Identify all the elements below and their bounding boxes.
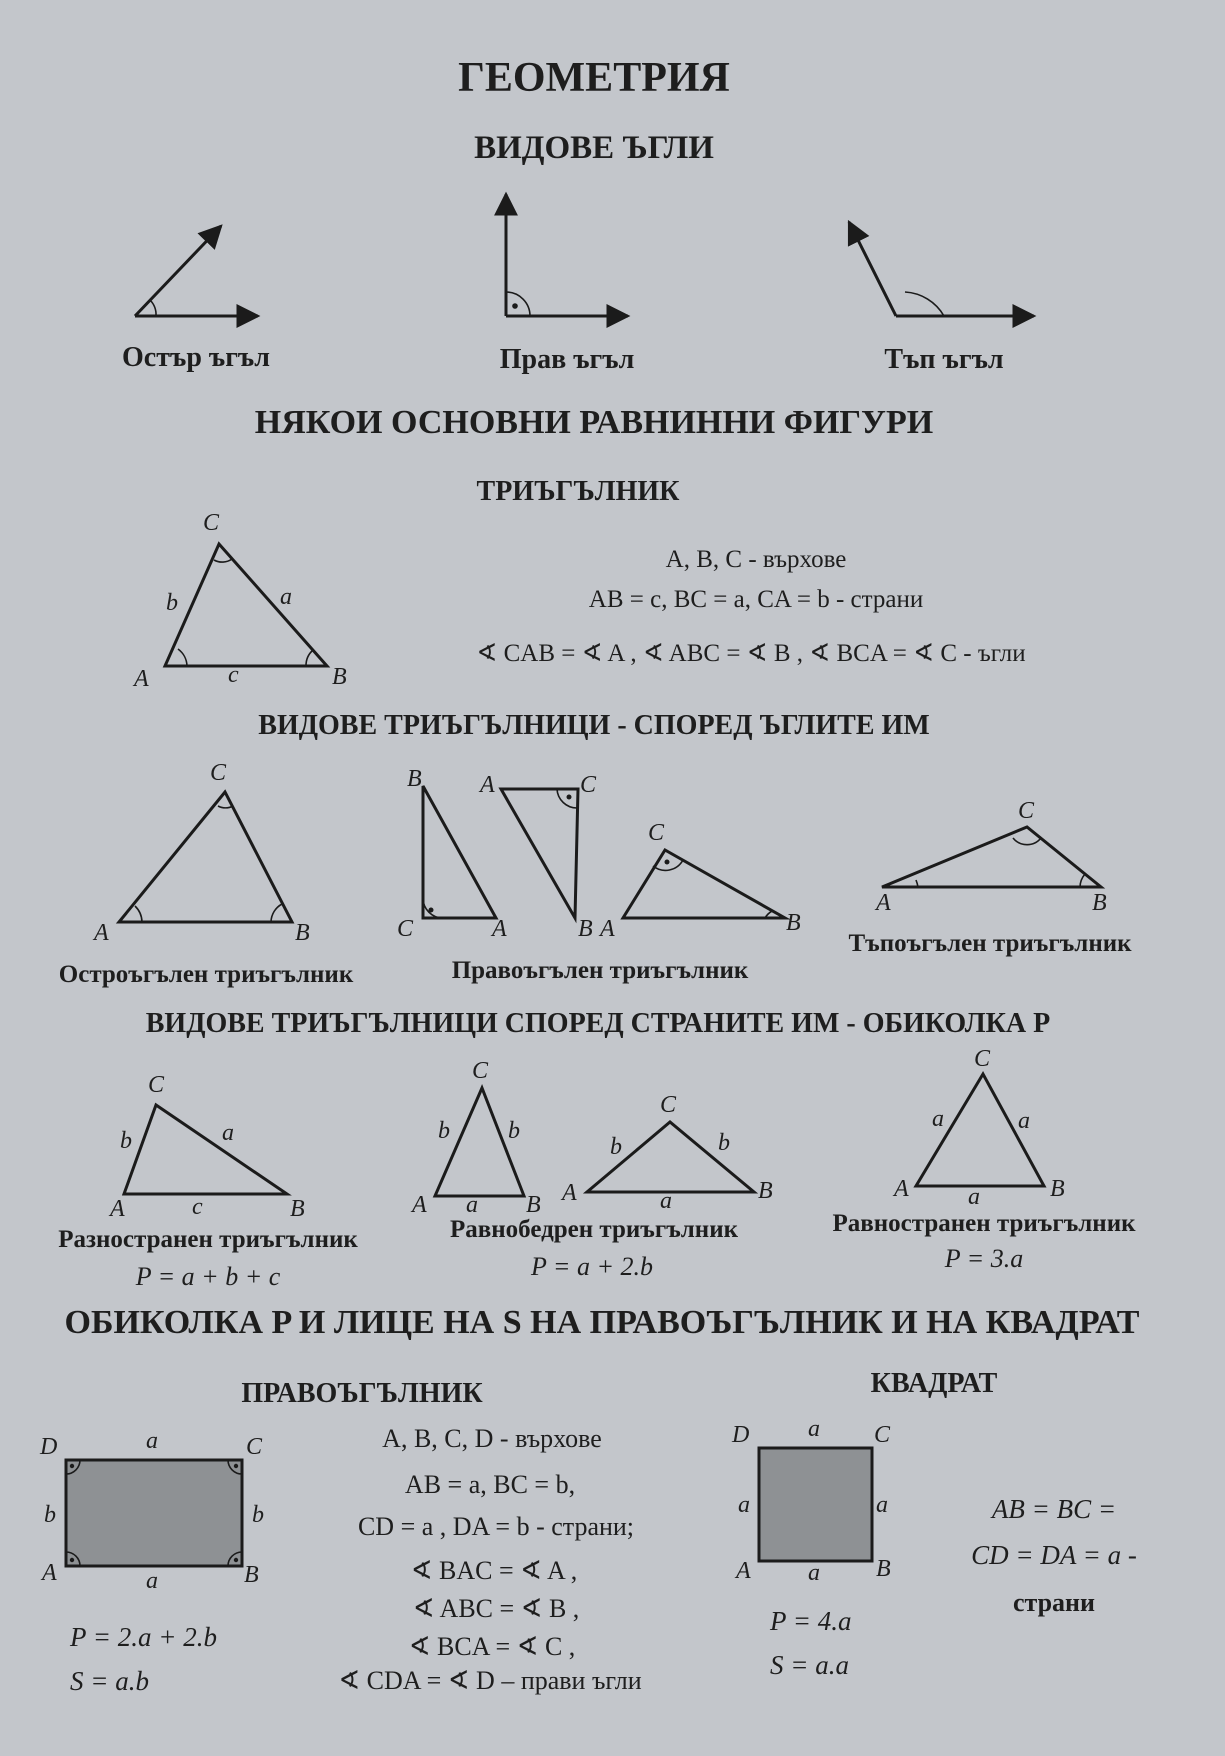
- square-perimeter: P = 4.a: [770, 1606, 852, 1636]
- figures-heading: НЯКОИ ОСНОВНИ РАВНИННИ ФИГУРИ: [254, 404, 934, 441]
- rt1-vertex-c: C: [397, 916, 414, 942]
- obtuse-vertex-c: C: [1018, 798, 1035, 824]
- triangle-sides-text: AB = c, BC = a, CA = b - страни: [588, 586, 924, 613]
- vertex-b-label: B: [332, 664, 347, 690]
- obtuse-vertex-b: B: [1092, 890, 1107, 916]
- vertex-c-label: C: [203, 510, 220, 536]
- rect-vertex-a: A: [42, 1560, 57, 1586]
- square-area: S = a.a: [770, 1650, 849, 1680]
- iso2-side-b-left: b: [610, 1134, 622, 1160]
- iso2-vertex-a: A: [562, 1180, 577, 1206]
- rect-line-6: ∢ BCA = ∢ C ,: [408, 1632, 576, 1661]
- square-vertex-a: A: [736, 1558, 751, 1584]
- square-side-a-left: a: [738, 1492, 750, 1518]
- scalene-side-b: b: [120, 1128, 132, 1154]
- square-icon: [759, 1448, 872, 1561]
- square-heading: КВАДРАТ: [870, 1368, 998, 1399]
- square-side-a-bottom: a: [808, 1560, 820, 1586]
- iso1-vertex-b: B: [526, 1192, 541, 1218]
- rt2-vertex-c: C: [580, 772, 597, 798]
- page-title: ГЕОМЕТРИЯ: [458, 55, 730, 101]
- rt3-vertex-b: B: [786, 910, 801, 936]
- isosceles-formula: P = a + 2.b: [530, 1252, 654, 1281]
- right-angle-label: Прав ъгъл: [499, 344, 635, 375]
- scalene-vertex-a: A: [110, 1196, 125, 1222]
- square-vertex-c: C: [874, 1422, 891, 1448]
- acute-vertex-b: B: [295, 920, 310, 946]
- equi-vertex-b: B: [1050, 1176, 1065, 1202]
- rect-line-5: ∢ ABC = ∢ B ,: [412, 1594, 580, 1623]
- iso2-side-b-right: b: [718, 1130, 730, 1156]
- rectangle-heading: ПРАВОЪГЪЛНИК: [241, 1378, 483, 1409]
- rect-vertex-c: C: [246, 1434, 263, 1460]
- square-side-a-right: a: [876, 1492, 888, 1518]
- rt2-vertex-a: A: [480, 772, 495, 798]
- area-heading: ОБИКОЛКА P И ЛИЦЕ НА S НА ПРАВОЪГЪЛНИК И НА КВАДРАТ: [64, 1304, 1140, 1341]
- rect-side-b-left: b: [44, 1502, 56, 1528]
- equilateral-label: Равностранен триъгълник: [832, 1210, 1136, 1237]
- isosceles-label: Равнобедрен триъгълник: [449, 1216, 739, 1243]
- by-angles-heading: ВИДОВЕ ТРИЪГЪЛНИЦИ - СПОРЕД ЪГЛИТЕ ИМ: [258, 710, 930, 741]
- rect-line-4: ∢ BAC = ∢ A ,: [410, 1556, 578, 1585]
- equi-vertex-a: A: [894, 1176, 909, 1202]
- square-vertex-d: D: [732, 1422, 750, 1448]
- equi-side-a-left: a: [932, 1106, 944, 1132]
- iso2-side-a: a: [660, 1188, 672, 1214]
- rect-vertex-d: D: [40, 1434, 58, 1460]
- scalene-side-c: c: [192, 1194, 203, 1220]
- rt3-vertex-a: A: [600, 916, 615, 942]
- obtuse-vertex-a: A: [876, 890, 891, 916]
- right-triangle-label: Правоъгълен триъгълник: [451, 957, 749, 984]
- rect-side-a-top: a: [146, 1428, 158, 1454]
- triangle-angles-text: ∢ CAB = ∢ A , ∢ ABC = ∢ B , ∢ BCA = ∢ C - ъгли: [476, 640, 1026, 667]
- rect-side-a-bottom: a: [146, 1568, 158, 1594]
- side-b-label: b: [166, 590, 178, 616]
- angles-heading: ВИДОВЕ ЪГЛИ: [474, 130, 714, 166]
- vertex-a-label: A: [134, 666, 149, 692]
- iso1-vertex-c: C: [472, 1058, 489, 1084]
- rt1-vertex-a: A: [492, 916, 507, 942]
- scalene-vertex-b: B: [290, 1196, 305, 1222]
- rect-line-1: A, B, C, D - върхове: [382, 1424, 602, 1453]
- side-a-label: a: [280, 584, 292, 610]
- scalene-side-a: a: [222, 1120, 234, 1146]
- iso1-vertex-a: A: [412, 1192, 427, 1218]
- equi-side-a-right: a: [1018, 1108, 1030, 1134]
- square-line-2: CD = DA = a -: [971, 1540, 1137, 1570]
- rect-line-2: AB = a, BC = b,: [404, 1470, 576, 1499]
- triangle-vertices-text: A, B, C - върхове: [665, 546, 847, 573]
- obtuse-angle-label: Тъп ъгъл: [884, 344, 1004, 375]
- rect-area: S = a.b: [70, 1666, 149, 1696]
- rect-line-7: ∢ CDA = ∢ D – прави ъгли: [338, 1666, 642, 1695]
- acute-vertex-a: A: [94, 920, 109, 946]
- iso2-vertex-c: C: [660, 1092, 677, 1118]
- triangle-heading: ТРИЪГЪЛНИК: [476, 476, 680, 507]
- side-c-label: c: [228, 662, 239, 688]
- by-sides-heading: ВИДОВЕ ТРИЪГЪЛНИЦИ СПОРЕД СТРАНИТЕ ИМ - ОБИКОЛКА P: [145, 1008, 1051, 1039]
- square-vertex-b: B: [876, 1556, 891, 1582]
- rect-side-b-right: b: [252, 1502, 264, 1528]
- equi-side-a-bottom: a: [968, 1184, 980, 1210]
- iso2-vertex-b: B: [758, 1178, 773, 1204]
- square-line-3: страни: [1012, 1588, 1096, 1617]
- scalene-formula: P = a + b + c: [135, 1262, 281, 1291]
- scalene-label: Разностранен триъгълник: [58, 1226, 358, 1253]
- equilateral-formula: P = 3.a: [944, 1244, 1024, 1273]
- iso1-side-b-left: b: [438, 1118, 450, 1144]
- acute-angle-label: Остър ъгъл: [122, 342, 270, 373]
- rt3-vertex-c: C: [648, 820, 665, 846]
- rt1-vertex-b: B: [407, 766, 422, 792]
- square-side-a-top: a: [808, 1416, 820, 1442]
- rect-perimeter: P = 2.a + 2.b: [70, 1622, 217, 1652]
- rect-line-3: CD = a , DA = b - страни;: [357, 1512, 635, 1541]
- rect-vertex-b: B: [244, 1562, 259, 1588]
- acute-triangle-label: Остроъгълен триъгълник: [58, 961, 354, 988]
- rectangle-icon: [66, 1460, 242, 1566]
- equi-vertex-c: C: [974, 1046, 991, 1072]
- obtuse-triangle-label: Тъпоъгълен триъгълник: [848, 930, 1132, 957]
- square-line-1: AB = BC =: [991, 1494, 1117, 1524]
- acute-vertex-c: C: [210, 760, 227, 786]
- iso1-side-a: a: [466, 1192, 478, 1218]
- iso1-side-b-right: b: [508, 1118, 520, 1144]
- rt2-vertex-b: B: [578, 916, 593, 942]
- scalene-vertex-c: C: [148, 1072, 165, 1098]
